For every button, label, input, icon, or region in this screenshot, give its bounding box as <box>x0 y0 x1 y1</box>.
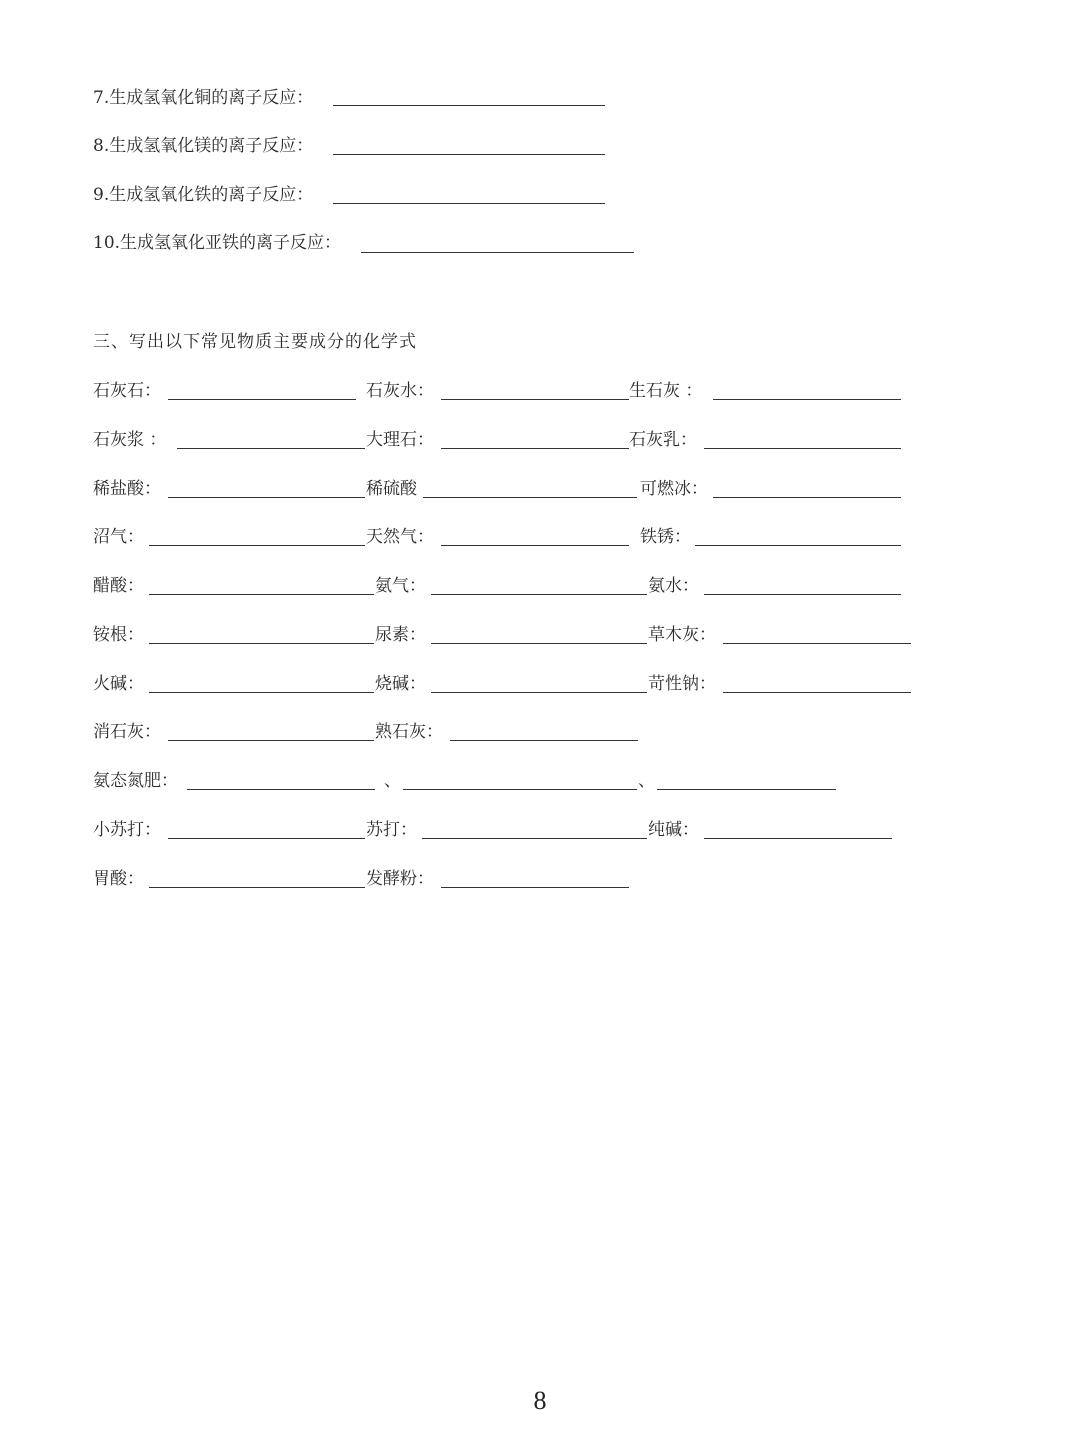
blank-natural-gas[interactable] <box>441 545 629 546</box>
label-urea: 尿素： <box>375 625 426 645</box>
blank-plant-ash[interactable] <box>723 643 911 644</box>
label-ammonia-water: 氨水： <box>648 576 699 596</box>
blank-marble[interactable] <box>441 448 629 449</box>
label-acetic-acid: 醋酸： <box>93 576 144 596</box>
question-8-label: 8.生成氢氧化镁的离子反应： <box>93 136 314 156</box>
label-lime-slurry: 石灰浆 ： <box>93 430 167 450</box>
blank-combustible-ice[interactable] <box>713 497 901 498</box>
label-milk-of-lime: 石灰乳： <box>629 430 697 450</box>
separator-comma-1: 、 <box>384 771 401 791</box>
label-baking-powder: 发酵粉： <box>366 869 434 889</box>
blank-ammonium[interactable] <box>149 643 374 644</box>
blank-slaked-lime-2[interactable] <box>450 740 638 741</box>
answer-blank-8[interactable] <box>333 154 605 155</box>
label-caustic-soda: 烧碱： <box>375 674 426 694</box>
label-limewater: 石灰水： <box>366 381 434 401</box>
label-ammonia-gas: 氨气： <box>375 576 426 596</box>
label-sodium-hydroxide: 苛性钠： <box>648 674 716 694</box>
section-3-title: 三、写出以下常见物质主要成分的化学式 <box>93 332 417 352</box>
answer-blank-9[interactable] <box>333 203 605 204</box>
label-baking-soda: 小苏打： <box>93 820 161 840</box>
blank-soda[interactable] <box>422 838 647 839</box>
blank-acetic-acid[interactable] <box>149 594 374 595</box>
blank-fertilizer-3[interactable] <box>657 789 836 790</box>
blank-milk-of-lime[interactable] <box>704 448 901 449</box>
question-10-label: 10.生成氢氧化亚铁的离子反应： <box>93 233 342 253</box>
blank-soda-ash[interactable] <box>704 838 892 839</box>
label-limestone: 石灰石： <box>93 381 161 401</box>
label-quicklime: 生石灰 ： <box>629 381 703 401</box>
blank-fertilizer-1[interactable] <box>187 789 375 790</box>
separator-comma-2: 、 <box>638 771 655 791</box>
blank-limestone[interactable] <box>168 399 356 400</box>
label-soda-ash: 纯碱： <box>648 820 699 840</box>
label-slaked-lime-2: 熟石灰： <box>375 722 443 742</box>
blank-urea[interactable] <box>431 643 647 644</box>
blank-biogas[interactable] <box>149 545 365 546</box>
blank-baking-soda[interactable] <box>168 838 365 839</box>
blank-baking-powder[interactable] <box>441 887 629 888</box>
blank-gastric-acid[interactable] <box>149 887 365 888</box>
question-7-label: 7.生成氢氧化铜的离子反应： <box>93 88 314 108</box>
blank-ammonia-water[interactable] <box>704 594 901 595</box>
label-ammonium-fertilizer: 氨态氮肥： <box>93 771 178 791</box>
label-biogas: 沼气： <box>93 527 144 547</box>
label-gastric-acid: 胃酸： <box>93 869 144 889</box>
answer-blank-10[interactable] <box>361 252 634 253</box>
blank-limewater[interactable] <box>441 399 629 400</box>
blank-rust[interactable] <box>695 545 901 546</box>
blank-ammonia-gas[interactable] <box>431 594 647 595</box>
answer-blank-7[interactable] <box>333 105 605 106</box>
blank-dilute-hcl[interactable] <box>168 497 365 498</box>
question-9-label: 9.生成氢氧化铁的离子反应： <box>93 185 314 205</box>
label-natural-gas: 天然气： <box>366 527 434 547</box>
label-dilute-hcl: 稀盐酸： <box>93 479 161 499</box>
blank-fertilizer-2[interactable] <box>403 789 637 790</box>
label-slaked-lime-1: 消石灰： <box>93 722 161 742</box>
label-plant-ash: 草木灰： <box>648 625 716 645</box>
label-marble: 大理石： <box>366 430 434 450</box>
label-fire-alkali: 火碱： <box>93 674 144 694</box>
label-soda: 苏打： <box>366 820 417 840</box>
blank-quicklime[interactable] <box>713 399 901 400</box>
blank-dilute-h2so4[interactable] <box>423 497 637 498</box>
label-rust: 铁锈： <box>640 527 691 547</box>
blank-fire-alkali[interactable] <box>149 692 374 693</box>
page-number: 8 <box>533 1386 547 1415</box>
blank-caustic-soda[interactable] <box>431 692 647 693</box>
label-combustible-ice: 可燃冰： <box>640 479 708 499</box>
label-dilute-h2so4: 稀硫酸 <box>366 479 417 499</box>
blank-sodium-hydroxide[interactable] <box>723 692 911 693</box>
blank-slaked-lime-1[interactable] <box>168 740 374 741</box>
label-ammonium: 铵根： <box>93 625 144 645</box>
blank-lime-slurry[interactable] <box>177 448 365 449</box>
